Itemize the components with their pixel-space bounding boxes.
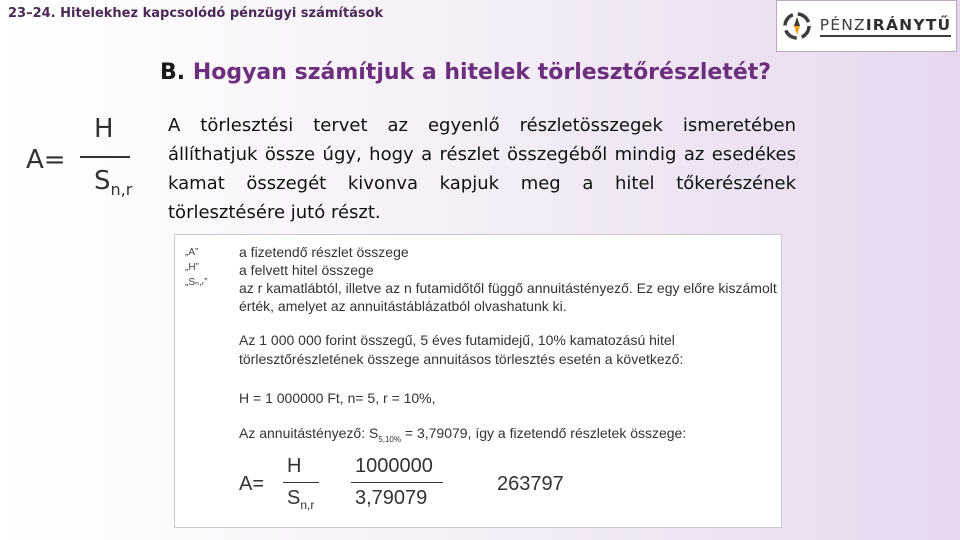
example-formula <box>239 455 599 525</box>
symbol-a: „A” <box>185 247 199 258</box>
definition-list <box>239 243 779 315</box>
example-formula-result: 263797 <box>497 473 564 495</box>
slide-title <box>160 60 771 85</box>
definition-s: az r kamatlábtól, illetve az n futamidőtől függő annuitástényező. Ez egy előre kiszámolt érték, amelyet az annuitástáblázatból olvashatunk ki. <box>239 280 777 314</box>
example-formula-denominator <box>287 487 314 512</box>
formula-denominator <box>94 166 132 199</box>
example-formula-numerator: H <box>287 455 302 477</box>
formula-denominator-sub: n,r <box>110 180 133 199</box>
formula-denominator-base: S <box>94 166 111 196</box>
annuity-factor-line <box>239 425 686 444</box>
definition-a: a fizetendő részlet összege <box>239 244 409 260</box>
definition-h: a felvett hitel összege <box>239 262 374 278</box>
logo-text-bold: IRÁNYTŰ <box>865 15 952 34</box>
example-formula-numerator-value: 1000000 <box>355 455 433 477</box>
factor-subscript: 5,10% <box>378 434 401 444</box>
explanation-paragraph: A törlesztési tervet az egyenlő részletösszegek ismeretében állíthatjuk össze úgy, hogy a részlet összegéből mindig az esedékes kamat összegét kivonva kapjuk meg a hitel tőkerészének törlesztésére jutó részt. <box>168 115 796 223</box>
example-formula-denominator-sub: n,r <box>300 498 315 512</box>
definition-symbols <box>185 245 208 290</box>
symbol-s: „Sₙ,ᵣ” <box>185 277 208 288</box>
slide-title-prefix: B. <box>160 60 186 85</box>
given-values: H = 1 000000 Ft, n= 5, r = 10%, <box>239 390 436 406</box>
logo <box>776 0 957 52</box>
formula-fraction-bar <box>80 156 130 158</box>
example-formula-bar <box>283 482 319 483</box>
slide-header-title: 23–24. Hitelekhez kapcsolódó pénzügyi számítások <box>8 6 384 21</box>
annuity-formula-large <box>26 110 156 220</box>
example-formula-lhs: A= <box>239 473 265 495</box>
logo-text <box>820 16 952 37</box>
symbol-h: „H” <box>185 262 199 273</box>
factor-prefix: Az annuitástényező: S <box>239 425 379 441</box>
formula-numerator: H <box>94 114 114 144</box>
factor-suffix: = 3,79079, így a fizetendő részletek összege: <box>401 425 687 441</box>
logo-text-light: PÉNZ <box>819 15 866 34</box>
example-formula-denominator-base: S <box>287 487 301 509</box>
example-intro: Az 1 000 000 forint összegű, 5 éves futamidejű, 10% kamatozású hitel törlesztőrészletének összege annuitásos törlesztés esetén a következő: <box>239 332 684 367</box>
example-panel <box>174 234 782 528</box>
example-formula-bar-value <box>351 482 443 483</box>
slide-title-text: Hogyan számítjuk a hitelek törlesztőrészletét? <box>192 60 772 85</box>
compass-icon <box>782 11 812 41</box>
formula-lhs: A= <box>26 145 66 175</box>
example-formula-denominator-value: 3,79079 <box>355 487 428 509</box>
